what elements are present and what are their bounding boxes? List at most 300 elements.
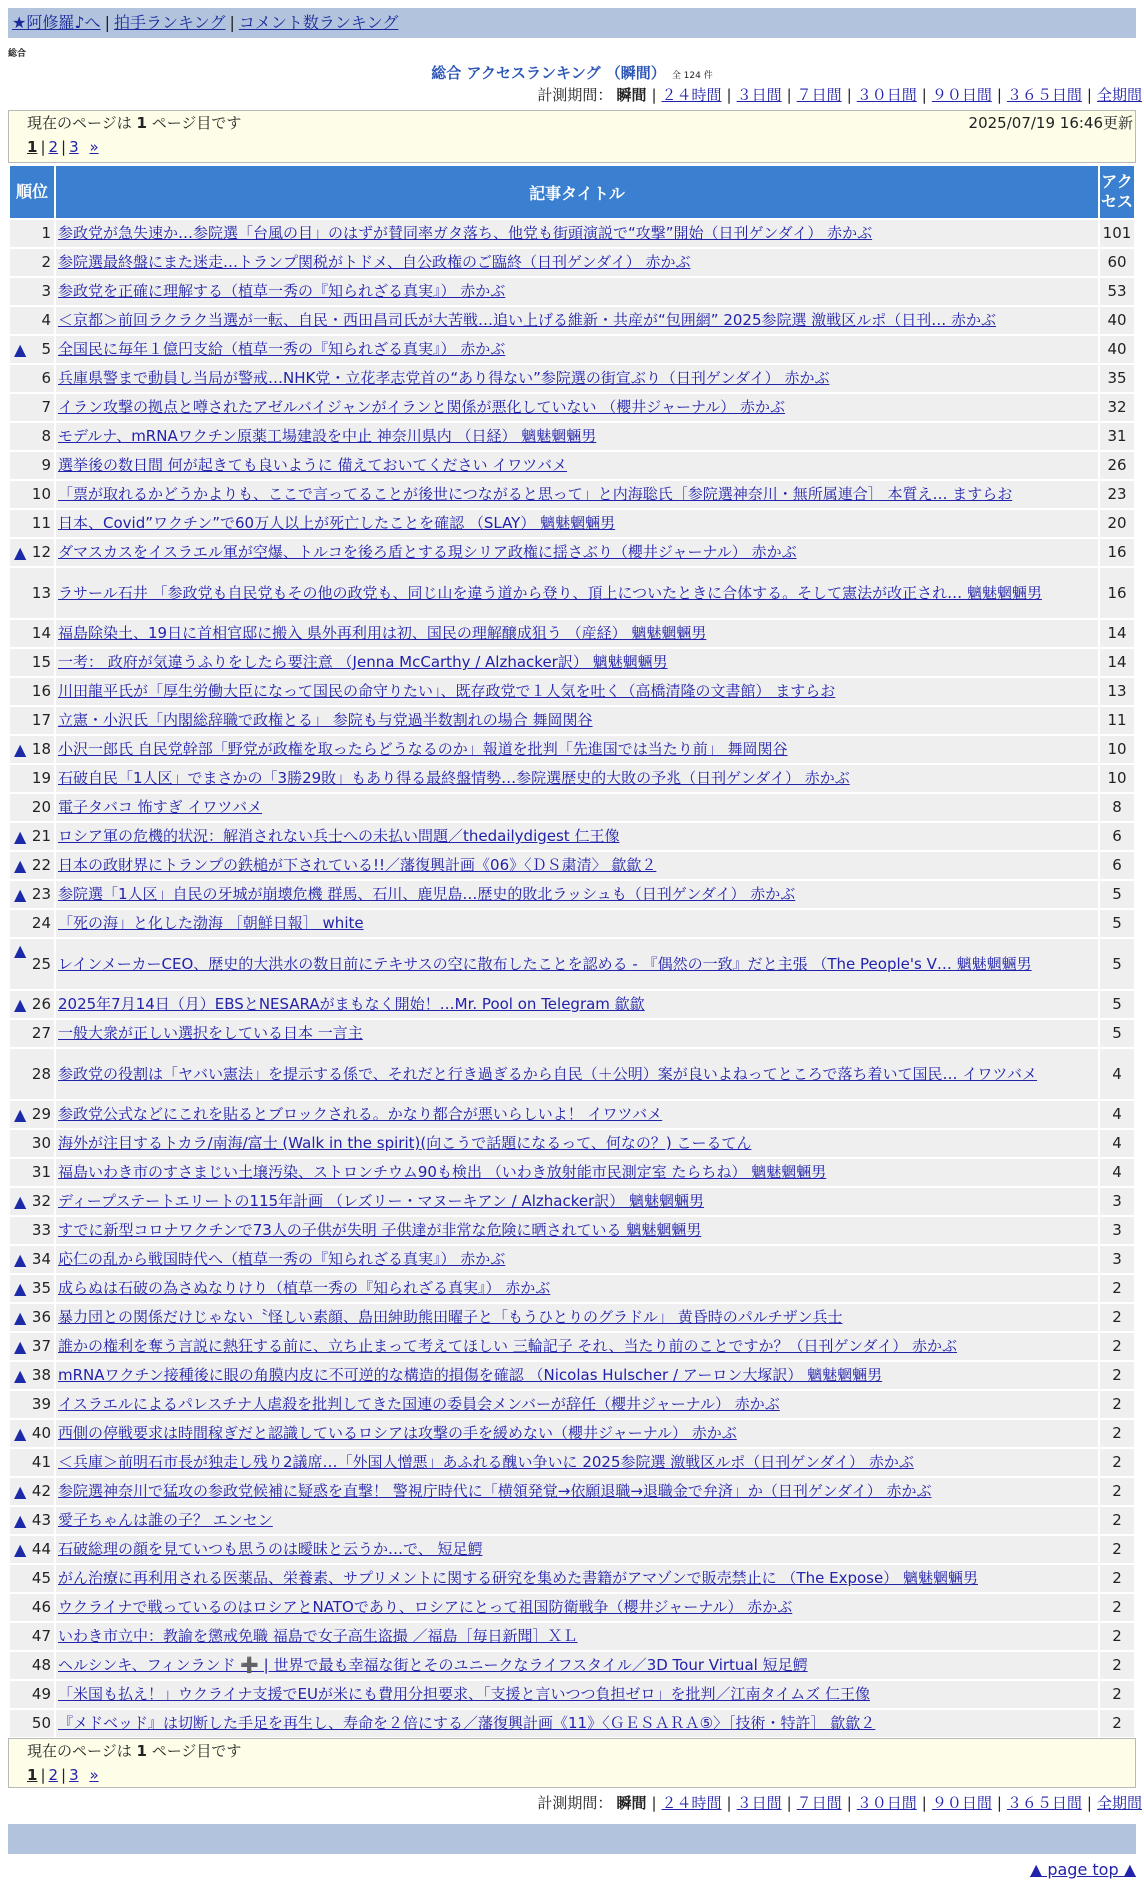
rank-cell — [10, 423, 54, 450]
article-title-link[interactable]: 海外が注目するトカラ/南海/富士 (Walk in the spirit)(向こうで話題になるって、何なの？) こーるてん — [58, 1134, 752, 1152]
article-title-link[interactable]: 福島除染土、19日に首相官邸に搬入 県外再利用は初、国民の理解醸成狙う （産経） 魑魅魍魎男 — [58, 624, 707, 642]
title-cell — [56, 678, 1098, 705]
title-cell — [56, 1391, 1098, 1418]
rank-number: 31 — [31, 1163, 51, 1181]
title-cell — [56, 365, 1098, 392]
title-cell — [56, 910, 1098, 937]
table-row — [10, 1420, 1134, 1447]
rank-number: 14 — [31, 624, 51, 642]
period-link-30d[interactable]: ３０日間 — [856, 1794, 917, 1812]
title-cell — [56, 649, 1098, 676]
access-count: 53 — [1100, 278, 1134, 305]
table-row — [10, 394, 1134, 421]
access-count: 2 — [1100, 1507, 1134, 1534]
article-title-link[interactable]: イスラエルによるパレスチナ人虐殺を批判してきた国連の委員会メンバーが辞任（櫻井ジャーナル） 赤かぶ — [58, 1395, 780, 1413]
rank-number: 47 — [31, 1627, 51, 1645]
article-title-link[interactable]: ダマスカスをイスラエル軍が空爆、トルコを後ろ盾とする現シリア政権に揺さぶり（櫻井ジャーナル） 赤かぶ — [58, 543, 797, 561]
period-link-24h[interactable]: ２４時間 — [661, 86, 722, 104]
page-title: 総合 アクセスランキング （瞬間） — [431, 64, 666, 82]
rank-cell — [10, 678, 54, 705]
rank-cell — [10, 539, 54, 566]
table-row — [10, 1507, 1134, 1534]
access-count: 4 — [1100, 1049, 1134, 1099]
header-title: 記事タイトル — [56, 166, 1098, 218]
article-title-link[interactable]: 参院選神奈川で猛攻の参政党候補に疑惑を直撃！ 警視庁時代に「横領発覚→依願退職→退職金で弁済」か（日刊ゲンダイ） 赤かぶ — [58, 1482, 932, 1500]
table-row — [10, 1275, 1134, 1302]
title-cell — [56, 278, 1098, 305]
article-title-link[interactable]: 全国民に毎年１億円支給（植草一秀の『知られざる真実』） 赤かぶ — [58, 340, 506, 358]
access-count: 10 — [1100, 736, 1134, 763]
updated-timestamp: 2025/07/19 16:46更新 — [968, 114, 1133, 132]
table-row — [10, 852, 1134, 879]
article-title-link[interactable]: がん治療に再利用される医薬品、栄養素、サプリメントに関する研究を集めた書籍がアマゾンで販売禁止に （The Expose） 魑魅魍魎男 — [58, 1569, 978, 1587]
table-row — [10, 620, 1134, 647]
rank-up-arrow-icon: ▲ — [14, 1105, 27, 1124]
table-row — [10, 1449, 1134, 1476]
access-count: 16 — [1100, 539, 1134, 566]
article-title-link[interactable]: 参院選最終盤にまた迷走…トランプ関税がトドメ、自公政権のご臨終（日刊ゲンダイ） 赤かぶ — [58, 253, 691, 271]
article-title-link[interactable]: 「死の海」と化した渤海 ［朝鮮日報］ white — [58, 914, 364, 932]
rank-cell — [10, 1130, 54, 1157]
rank-number: 39 — [31, 1395, 51, 1413]
rank-cell — [10, 736, 54, 763]
title-cell — [56, 1049, 1098, 1099]
table-row — [10, 1159, 1134, 1186]
rank-cell — [10, 1304, 54, 1331]
rank-cell — [10, 1391, 54, 1418]
article-title-link[interactable]: 小沢一郎氏 自民党幹部「野党が政権を取ったらどうなるのか」報道を批判「先進国では当たり前」 舞岡関谷 — [58, 740, 788, 758]
title-cell — [56, 1681, 1098, 1708]
title-cell — [56, 539, 1098, 566]
pager-current-page: 1 — [27, 138, 38, 156]
article-title-link[interactable]: 暴力団との関係だけじゃない〝怪しい素顔、島田紳助熊田曜子と「もうひとりのグラドル」 黄昏時のパルチザン兵士 — [58, 1308, 843, 1326]
rank-cell — [10, 1536, 54, 1563]
table-row — [10, 278, 1134, 305]
rank-up-arrow-icon: ▲ — [14, 340, 27, 359]
article-title-link[interactable]: 立憲・小沢氏「内閣総辞職で政権とる」 参院も与党過半数割れの場合 舞岡関谷 — [58, 711, 593, 729]
article-title-link[interactable]: 一考： 政府が気違うふりをしたら要注意 （Jenna McCarthy / Alzhacker訳） 魑魅魍魎男 — [58, 653, 668, 671]
article-title-link[interactable]: イラン攻撃の拠点と噂されたアゼルバイジャンがイランと関係が悪化していない （櫻井ジャーナル） 赤かぶ — [58, 398, 785, 416]
access-count: 4 — [1100, 1159, 1134, 1186]
rank-number: 46 — [31, 1598, 51, 1616]
rank-cell — [10, 1049, 54, 1099]
title-cell — [56, 765, 1098, 792]
title-cell — [56, 991, 1098, 1018]
item-count: 全 124 件 — [671, 71, 713, 81]
rank-number: 41 — [31, 1453, 51, 1471]
access-count: 4 — [1100, 1130, 1134, 1157]
period-current: 瞬間 — [616, 86, 647, 104]
table-row — [10, 220, 1134, 247]
title-cell — [56, 1304, 1098, 1331]
article-title-link[interactable]: 愛子ちゃんは誰の子？ エンセン — [58, 1511, 273, 1529]
page-info-suffix: ページ目です — [151, 1742, 242, 1760]
article-title-link[interactable]: 「票が取れるかどうかよりも、ここで言ってることが後世につながると思って」と内海聡氏［参院選神奈川・無所属連合］ 本質え… ますらお — [58, 485, 1013, 503]
rank-number: 26 — [31, 995, 51, 1013]
rank-cell — [10, 910, 54, 937]
access-count: 5 — [1100, 991, 1134, 1018]
table-row — [10, 539, 1134, 566]
period-link-90d[interactable]: ９０日間 — [931, 86, 992, 104]
rank-number: 8 — [41, 427, 51, 445]
table-row — [10, 1594, 1134, 1621]
table-row — [10, 765, 1134, 792]
title-cell — [56, 1188, 1098, 1215]
table-row — [10, 1623, 1134, 1650]
rank-up-arrow-icon: ▲ — [14, 941, 27, 960]
period-link-3d[interactable]: ３日間 — [736, 86, 782, 104]
period-selector-bottom: 計測期間： 瞬間 | ２４時間 | ３日間 | ７日間 | ３０日間 | ９０日間 | ３６５日間 | 全期間 — [537, 1794, 1142, 1812]
access-count: 2 — [1100, 1623, 1134, 1650]
title-cell — [56, 394, 1098, 421]
article-title-link[interactable]: 西側の停戦要求は時間稼ぎだと認識しているロシアは攻撃の手を緩めない（櫻井ジャーナル） 赤かぶ — [58, 1424, 737, 1442]
rank-number: 28 — [31, 1065, 51, 1083]
period-link-365d[interactable]: ３６５日間 — [1006, 86, 1082, 104]
article-title-link[interactable]: 誰かの権利を奪う言説に熱狂する前に、立ち止まって考えてほしい 三輪記子 それ、当たり前のことですか？（日刊ゲンダイ） 赤かぶ — [58, 1337, 958, 1355]
period-link-30d[interactable]: ３０日間 — [856, 86, 917, 104]
rank-number: 37 — [31, 1337, 51, 1355]
access-count: 2 — [1100, 1449, 1134, 1476]
article-title-link[interactable]: 2025年7月14日（月）EBSとNESARAがまもなく開始！…Mr. Pool on Telegram 歙歙 — [58, 995, 645, 1013]
rank-cell — [10, 794, 54, 821]
title-cell — [56, 1159, 1098, 1186]
table-row — [10, 1217, 1134, 1244]
rank-cell — [10, 1020, 54, 1047]
table-row — [10, 1101, 1134, 1128]
title-cell — [56, 620, 1098, 647]
title-cell — [56, 1478, 1098, 1505]
rank-number: 27 — [31, 1024, 51, 1042]
page-top-link[interactable]: ▲ page top ▲ — [1029, 1860, 1136, 1879]
table-row — [10, 823, 1134, 850]
rank-cell — [10, 620, 54, 647]
table-row — [10, 1652, 1134, 1679]
access-count: 32 — [1100, 394, 1134, 421]
access-count: 2 — [1100, 1652, 1134, 1679]
period-link-7d[interactable]: ７日間 — [796, 1794, 842, 1812]
table-row — [10, 1188, 1134, 1215]
article-title-link[interactable]: ＜京都＞前回ラクラク当選が一転、自民・西田昌司氏が大苦戦…追い上げる維新・共産が“包囲網” 2025参院選 激戦区ルポ（日刊… 赤かぶ — [58, 311, 997, 329]
title-cell — [56, 1623, 1098, 1650]
access-count: 23 — [1100, 481, 1134, 508]
table-row — [10, 1391, 1134, 1418]
rank-number: 35 — [31, 1279, 51, 1297]
article-title-link[interactable]: ウクライナで戦っているのはロシアとNATOであり、ロシアにとって祖国防衛戦争（櫻井ジャーナル） 赤かぶ — [58, 1598, 793, 1616]
rank-cell — [10, 220, 54, 247]
article-title-link[interactable]: 福島いわき市のすさまじい土壌汚染、ストロンチウム90も検出 （いわき放射能市民測定室 たらちね） 魑魅魍魎男 — [58, 1163, 827, 1181]
rank-cell — [10, 765, 54, 792]
rank-number: 44 — [31, 1540, 51, 1558]
access-count: 3 — [1100, 1217, 1134, 1244]
article-title-link[interactable]: ラサール石井 「参政党も自民党もその他の政党も、同じ山を違う道から登り、頂上についたときに合体する。そして憲法が改正され… 魑魅魍魎男 — [58, 584, 1042, 602]
rank-number: 42 — [31, 1482, 51, 1500]
rank-cell — [10, 1333, 54, 1360]
pager-current-page: 1 — [27, 1766, 38, 1784]
rank-cell — [10, 249, 54, 276]
rank-number: 19 — [31, 769, 51, 787]
title-cell — [56, 1275, 1098, 1302]
rank-number: 21 — [31, 827, 51, 845]
table-row — [10, 336, 1134, 363]
rank-number: 1 — [41, 224, 51, 242]
title-cell — [56, 1594, 1098, 1621]
page-info-suffix: ページ目です — [151, 114, 242, 132]
rank-cell — [10, 852, 54, 879]
access-count: 40 — [1100, 307, 1134, 334]
article-title-link[interactable]: 川田龍平氏が「厚生労働大臣になって国民の命守りたい」、既存政党で１人気を吐く（高橋清隆の文書館） ますらお — [58, 682, 836, 700]
rank-up-arrow-icon: ▲ — [14, 1279, 27, 1298]
rank-cell — [10, 568, 54, 618]
rank-number: 49 — [31, 1685, 51, 1703]
access-count: 10 — [1100, 765, 1134, 792]
category-label: 総合 — [8, 49, 27, 59]
access-count: 5 — [1100, 939, 1134, 989]
article-title-link[interactable]: 参政党の役割は「ヤバい憲法」を提示する係で、それだと行き過ぎるから自民（＋公明）案が良いよねってところで落ち着いて国民… イワツバメ — [58, 1065, 1038, 1083]
table-row — [10, 678, 1134, 705]
rank-up-arrow-icon: ▲ — [14, 740, 27, 759]
rank-number: 4 — [41, 311, 51, 329]
rank-cell — [10, 481, 54, 508]
table-row — [10, 707, 1134, 734]
article-title-link[interactable]: 兵庫県警まで動員し当局が警戒…NHK党・立花孝志党首の“あり得ない”参院選の街宣ぶり（日刊ゲンダイ） 赤かぶ — [58, 369, 830, 387]
article-title-link[interactable]: ヘルシンキ、フィンランド ➕ | 世界で最も幸福な街とそのユニークなライフスタイル／3D Tour Virtual 短足鰐 — [58, 1656, 808, 1674]
pagination-box-top — [8, 110, 1136, 163]
bottom-bar — [8, 1824, 1136, 1854]
rank-cell — [10, 307, 54, 334]
period-link-all[interactable]: 全期間 — [1096, 1794, 1142, 1812]
article-title-link[interactable]: 石破総理の顔を見ていつも思うのは曖昧と云うか…で、 短足鰐 — [58, 1540, 483, 1558]
access-count: 6 — [1100, 823, 1134, 850]
table-row — [10, 736, 1134, 763]
access-count: 5 — [1100, 910, 1134, 937]
table-row — [10, 1333, 1134, 1360]
access-count: 14 — [1100, 649, 1134, 676]
access-count: 2 — [1100, 1275, 1134, 1302]
page-info-prefix: 現在のページは — [27, 1742, 132, 1760]
table-row — [10, 1710, 1134, 1737]
table-row — [10, 1565, 1134, 1592]
rank-cell — [10, 1623, 54, 1650]
article-title-link[interactable]: 『メドベッド』は切断した手足を再生し、寿命を２倍にする／藩復興計画《11》〈ＧＥＳＡＲＡ⑤〉［技術・特許］ 歙歙２ — [58, 1714, 876, 1732]
table-row — [10, 649, 1134, 676]
article-title-link[interactable]: 参院選「1人区」自民の牙城が崩壊危機 群馬、石川、鹿児島…歴史的敗北ラッシュも（日刊ゲンダイ） 赤かぶ — [58, 885, 796, 903]
rank-cell — [10, 394, 54, 421]
article-title-link[interactable]: すでに新型コロナワクチンで73人の子供が失明 子供達が非常な危険に晒されている 魑魅魍魎男 — [58, 1221, 702, 1239]
rank-number: 45 — [31, 1569, 51, 1587]
pager-next[interactable]: » — [89, 138, 99, 156]
table-row — [10, 991, 1134, 1018]
title-cell — [56, 939, 1098, 989]
rank-cell — [10, 1594, 54, 1621]
access-count: 2 — [1100, 1710, 1134, 1737]
nav-clap-ranking-link[interactable]: 拍手ランキング — [113, 13, 226, 32]
access-count: 31 — [1100, 423, 1134, 450]
rank-up-arrow-icon: ▲ — [14, 1337, 27, 1356]
rank-number: 20 — [31, 798, 51, 816]
period-link-90d[interactable]: ９０日間 — [931, 1794, 992, 1812]
table-row — [10, 423, 1134, 450]
period-link-3d[interactable]: ３日間 — [736, 1794, 782, 1812]
title-cell — [56, 336, 1098, 363]
access-count: 13 — [1100, 678, 1134, 705]
page-info-number: 1 — [136, 114, 147, 132]
pager-page-2[interactable]: 2 — [48, 138, 59, 156]
title-cell — [56, 510, 1098, 537]
pager-page-3[interactable]: 3 — [69, 138, 79, 156]
article-title-link[interactable]: 「米国も払え！」ウクライナ支援でEUが米にも費用分担要求、「支援と言いつつ負担ゼロ」を批判／江南タイムズ 仁王像 — [58, 1685, 870, 1703]
table-row — [10, 1304, 1134, 1331]
rank-up-arrow-icon: ▲ — [14, 1424, 27, 1443]
pager-next[interactable]: » — [89, 1766, 99, 1784]
rank-cell — [10, 1217, 54, 1244]
article-title-link[interactable]: 石破自民「1人区」でまさかの「3勝29敗」もあり得る最終盤情勢…参院選歴史的大敗の予兆（日刊ゲンダイ） 赤かぶ — [58, 769, 850, 787]
title-cell — [56, 1333, 1098, 1360]
nav-comment-ranking-link[interactable]: コメント数ランキング — [238, 13, 399, 32]
rank-number: 34 — [31, 1250, 51, 1268]
access-count: 8 — [1100, 794, 1134, 821]
access-count: 35 — [1100, 365, 1134, 392]
rank-number: 29 — [31, 1105, 51, 1123]
pagination-box-bottom — [8, 1738, 1136, 1788]
header-rank: 順位 — [10, 166, 54, 218]
period-link-365d[interactable]: ３６５日間 — [1006, 1794, 1082, 1812]
rank-number: 23 — [31, 885, 51, 903]
rank-cell — [10, 1275, 54, 1302]
article-title-link[interactable]: 日本の政財界にトランプの鉄槌が下されている!!／藩復興計画《06》〈ＤＳ粛清〉 歙歙２ — [58, 856, 657, 874]
article-title-link[interactable]: 応仁の乱から戦国時代へ（植草一秀の『知られざる真実』） 赤かぶ — [58, 1250, 506, 1268]
nav-separator: | — [104, 13, 110, 32]
period-selector-top: 計測期間： 瞬間 | ２４時間 | ３日間 | ７日間 | ３０日間 | ９０日間 | ３６５日間 | 全期間 — [537, 86, 1142, 104]
title-cell — [56, 220, 1098, 247]
rank-number: 36 — [31, 1308, 51, 1326]
title-cell — [56, 1449, 1098, 1476]
rank-number: 2 — [41, 253, 51, 271]
rank-up-arrow-icon: ▲ — [14, 995, 27, 1014]
rank-up-arrow-icon: ▲ — [14, 1192, 27, 1211]
access-count: 5 — [1100, 881, 1134, 908]
article-title-link[interactable]: レインメーカーCEO、歴史的大洪水の数日前にテキサスの空に散布したことを認める - 『偶然の一致』だと主張 （The People's V… 魑魅魍魎男 — [58, 955, 1032, 973]
rank-cell — [10, 1681, 54, 1708]
article-title-link[interactable]: ＜兵庫＞前明石市長が独走し残り2議席…「外国人憎悪」あふれる醜い争いに 2025参院選 激戦区ルポ（日刊ゲンダイ） 赤かぶ — [58, 1453, 914, 1471]
period-label: 計測期間： — [537, 1794, 613, 1812]
table-row — [10, 1049, 1134, 1099]
ranking-title-row — [0, 62, 1144, 83]
access-count: 2 — [1100, 1420, 1134, 1447]
title-cell — [56, 1565, 1098, 1592]
article-title-link[interactable]: 参政党が急失速か…参院選「台風の目」のはずが賛同率ガタ落ち、他党も街頭演説で“攻撃”開始（日刊ゲンダイ） 赤かぶ — [58, 224, 873, 242]
rank-number: 25 — [31, 955, 51, 973]
access-count: 2 — [1100, 1681, 1134, 1708]
rank-number: 16 — [31, 682, 51, 700]
access-count: 20 — [1100, 510, 1134, 537]
access-count: 2 — [1100, 1536, 1134, 1563]
rank-up-arrow-icon: ▲ — [14, 827, 27, 846]
title-cell — [56, 1130, 1098, 1157]
access-count: 2 — [1100, 1478, 1134, 1505]
access-count: 3 — [1100, 1246, 1134, 1273]
rank-up-arrow-icon: ▲ — [14, 1482, 27, 1501]
article-title-link[interactable]: 参政党を正確に理解する（植草一秀の『知られざる真実』） 赤かぶ — [58, 282, 506, 300]
title-cell — [56, 823, 1098, 850]
rank-cell — [10, 1101, 54, 1128]
title-cell — [56, 707, 1098, 734]
table-row — [10, 249, 1134, 276]
title-cell — [56, 1101, 1098, 1128]
table-row — [10, 1020, 1134, 1047]
access-count: 11 — [1100, 707, 1134, 734]
rank-number: 11 — [31, 514, 51, 532]
table-row — [10, 568, 1134, 618]
rank-number: 32 — [31, 1192, 51, 1210]
title-cell — [56, 568, 1098, 618]
title-cell — [56, 452, 1098, 479]
page-top — [1030, 1860, 1136, 1879]
title-cell — [56, 794, 1098, 821]
nav-home-link[interactable]: ★阿修羅♪へ — [12, 13, 101, 32]
rank-number: 30 — [31, 1134, 51, 1152]
rank-up-arrow-icon: ▲ — [14, 1308, 27, 1327]
pager-page-3[interactable]: 3 — [69, 1766, 79, 1784]
article-title-link[interactable]: いわき市立中：教諭を懲戒免職 福島で女子高生盗撮 ／福島［毎日新聞］ＸＬ — [58, 1627, 578, 1645]
period-label: 計測期間： — [537, 86, 613, 104]
rank-up-arrow-icon: ▲ — [14, 1540, 27, 1559]
rank-number: 3 — [41, 282, 51, 300]
access-count: 14 — [1100, 620, 1134, 647]
rank-cell — [10, 510, 54, 537]
article-title-link[interactable]: 電子タバコ 怖すぎ イワツバメ — [58, 798, 263, 816]
article-title-link[interactable]: モデルナ、mRNAワクチン原薬工場建設を中止 神奈川県内 （日経） 魑魅魍魎男 — [58, 427, 597, 445]
article-title-link[interactable]: 一般大衆が正しい選択をしている日本 一言主 — [58, 1024, 363, 1042]
access-count: 2 — [1100, 1391, 1134, 1418]
article-title-link[interactable]: ロシア軍の危機的状況：解消されない兵士への未払い問題／thedailydigest 仁王像 — [58, 827, 620, 845]
rank-number: 5 — [41, 340, 51, 358]
article-title-link[interactable]: 参政党公式などにこれを貼るとブロックされる。かなり都合が悪いらしいよ！ イワツバメ — [58, 1105, 663, 1123]
rank-up-arrow-icon: ▲ — [14, 885, 27, 904]
pager-page-2[interactable]: 2 — [48, 1766, 59, 1784]
period-link-all[interactable]: 全期間 — [1096, 86, 1142, 104]
table-row — [10, 365, 1134, 392]
article-title-link[interactable]: 成らぬは石破の為さぬなりけり（植草一秀の『知られざる真実』） 赤かぶ — [58, 1279, 551, 1297]
rank-number: 10 — [31, 485, 51, 503]
access-count: 5 — [1100, 1020, 1134, 1047]
access-count: 16 — [1100, 568, 1134, 618]
period-link-7d[interactable]: ７日間 — [796, 86, 842, 104]
ranking-table-body — [10, 220, 1134, 1737]
article-title-link[interactable]: ディープステートエリートの115年計画 （レズリー・マヌーキアン / Alzhacker訳） 魑魅魍魎男 — [58, 1192, 705, 1210]
rank-cell — [10, 939, 54, 989]
article-title-link[interactable]: 日本、Covid”ワクチン”で60万人以上が死亡したことを確認 （SLAY） 魑魅魍魎男 — [58, 514, 616, 532]
rank-cell — [10, 365, 54, 392]
access-count: 3 — [1100, 1188, 1134, 1215]
access-count: 101 — [1100, 220, 1134, 247]
title-cell — [56, 481, 1098, 508]
title-cell — [56, 1536, 1098, 1563]
title-cell — [56, 307, 1098, 334]
rank-up-arrow-icon: ▲ — [14, 856, 27, 875]
article-title-link[interactable]: mRNAワクチン接種後に眼の角膜内皮に不可逆的な構造的損傷を確認 （Nicolas Hulscher / アーロン大塚訳） 魑魅魍魎男 — [58, 1366, 883, 1384]
rank-up-arrow-icon: ▲ — [14, 543, 27, 562]
article-title-link[interactable]: 選挙後の数日間 何が起きても良いように 備えておいてください イワツバメ — [58, 456, 568, 474]
access-count: 2 — [1100, 1565, 1134, 1592]
title-cell — [56, 1246, 1098, 1273]
rank-cell — [10, 1188, 54, 1215]
rank-number: 40 — [31, 1424, 51, 1442]
period-link-24h[interactable]: ２４時間 — [661, 1794, 722, 1812]
rank-up-arrow-icon: ▲ — [14, 1366, 27, 1385]
rank-number: 33 — [31, 1221, 51, 1239]
rank-number: 13 — [31, 584, 51, 602]
rank-number: 24 — [31, 914, 51, 932]
